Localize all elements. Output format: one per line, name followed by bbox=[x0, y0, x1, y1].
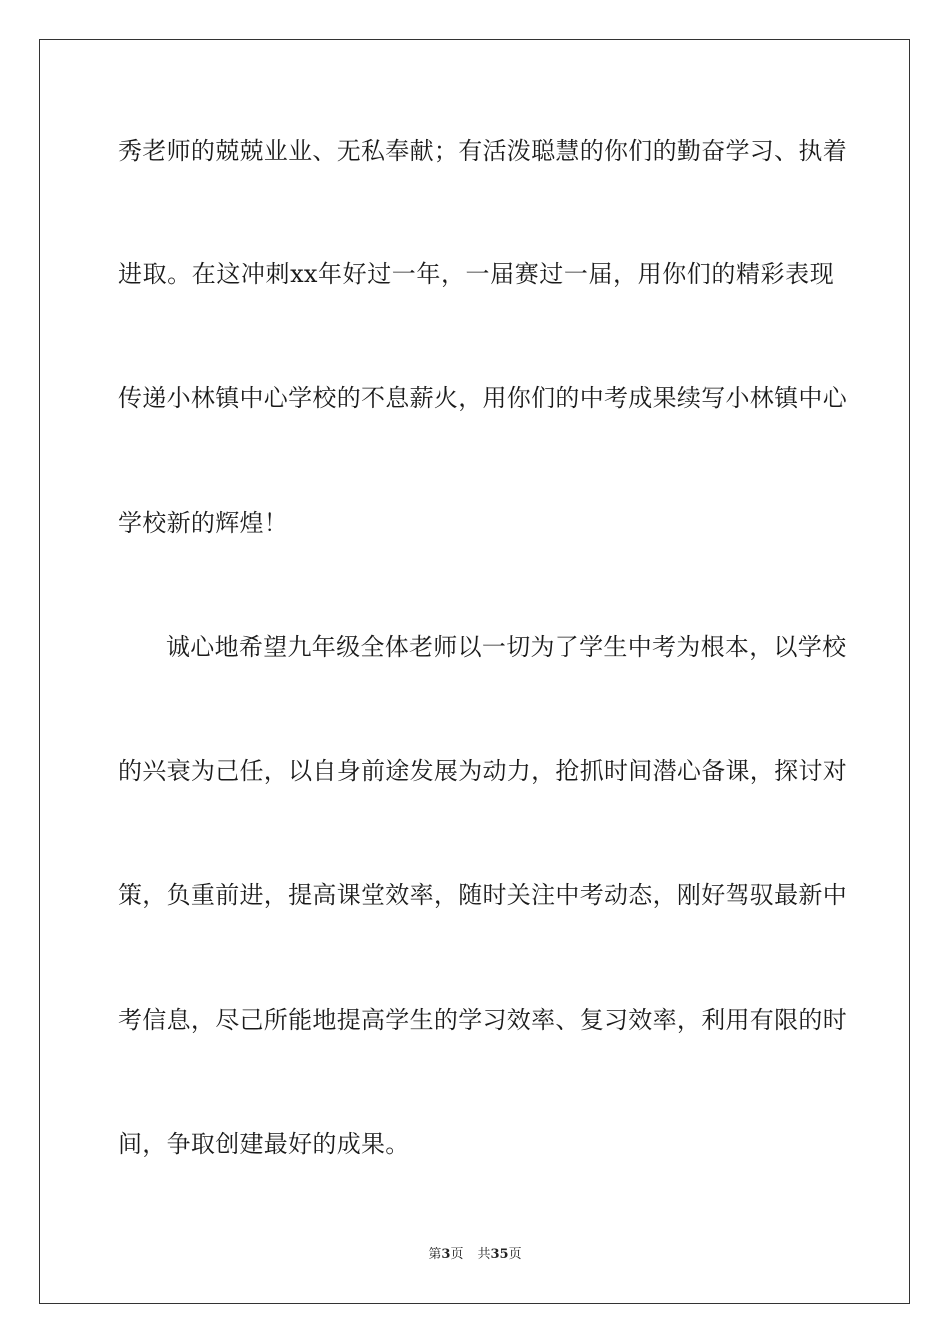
text-line: 秀老师的兢兢业业、无私奉献；有活泼聪慧的你们的勤奋学习、执着 bbox=[118, 137, 847, 165]
page-number: 3 bbox=[441, 1247, 451, 1262]
page-prefix: 第 bbox=[428, 1247, 442, 1262]
total-pages: 35 bbox=[490, 1247, 509, 1262]
page-suffix: 页 bbox=[450, 1247, 464, 1262]
text-line: 考信息，尽己所能地提高学生的学习效率、复习效率，利用有限的时 bbox=[118, 1006, 847, 1034]
text-line: 传递小林镇中心学校的不息薪火，用你们的中考成果续写小林镇中心 bbox=[118, 384, 847, 412]
paragraph-first-line: 诚心地希望九年级全体老师以一切为了学生中考为根本，以学校 bbox=[166, 633, 847, 661]
text-line: 的兴衰为己任，以自身前途发展为动力，抢抓时间潜心备课，探讨对 bbox=[118, 757, 847, 785]
text-line: 学校新的辉煌！ bbox=[118, 509, 289, 537]
total-prefix: 共 bbox=[477, 1247, 491, 1262]
text-line: 进取。在这冲刺xx年好过一年，一届赛过一届，用你们的精彩表现 bbox=[118, 260, 834, 288]
total-suffix: 页 bbox=[508, 1247, 522, 1262]
text-line: 策，负重前进，提高课堂效率，随时关注中考动态，刚好驾驭最新中 bbox=[118, 881, 847, 909]
text-line: 间，争取创建最好的成果。 bbox=[118, 1130, 410, 1158]
page-footer bbox=[0, 1247, 950, 1263]
page-border bbox=[39, 39, 910, 1304]
